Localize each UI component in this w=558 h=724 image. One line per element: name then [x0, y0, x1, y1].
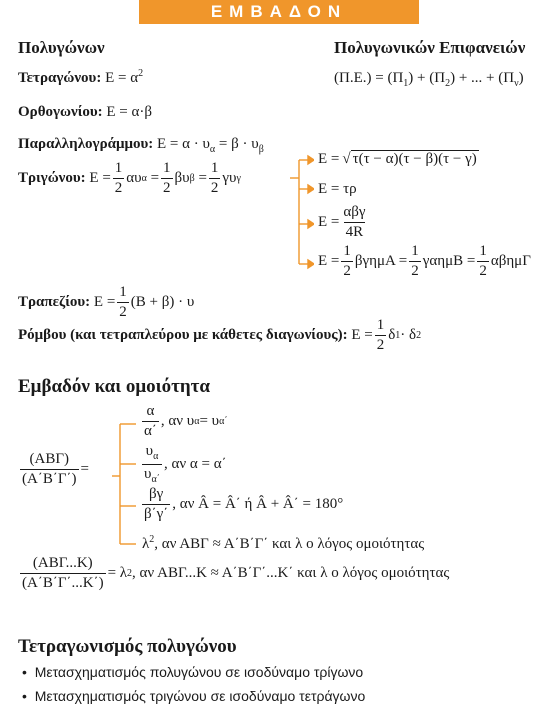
- similarity-heading: Εμβαδόν και ομοιότητα: [18, 376, 210, 397]
- tri-t1: αυ: [126, 169, 142, 186]
- incircle-formula: Ε = τρ: [318, 181, 357, 197]
- trap-post: (Β + β) · υ: [130, 293, 195, 310]
- para-s1: α: [209, 144, 216, 155]
- triangle-branch-connector: [290, 154, 314, 272]
- list-item: [22, 664, 363, 680]
- tri-t2: βυ: [174, 169, 190, 186]
- ratio-num: (ΑΒΓ): [29, 451, 69, 467]
- circum-frac: [341, 205, 367, 240]
- sine-num-1: 1: [343, 243, 351, 259]
- surfaces-heading: Πολυγωνικών Επιφανειών: [334, 38, 526, 57]
- tri-s2: β: [189, 172, 195, 184]
- list-item: [22, 688, 365, 704]
- rhomb-dot: · δ: [400, 326, 417, 343]
- rhomb-s2: 2: [416, 329, 422, 341]
- polygon-similarity: [18, 556, 449, 591]
- para-mid: = β · υ: [215, 136, 259, 152]
- similarity-case-3: [140, 487, 343, 522]
- square-exp: 2: [138, 68, 144, 79]
- surf-end: ): [518, 70, 524, 86]
- heron-radicand: τ(τ − α)(τ − β)(τ − γ): [352, 151, 477, 167]
- surf-mid2: ) + ... + (Π: [450, 70, 515, 86]
- sine-t3: αβημΓ: [490, 253, 531, 269]
- surf-s2: 2: [445, 78, 451, 89]
- similarity-branch-connector: [112, 410, 142, 552]
- surf-mid1: ) + (Π: [408, 70, 446, 86]
- c4-cond: , αν ΑΒΓ ≈ Α΄Β΄Γ΄ και λ ο λόγος ομοιότητας: [154, 536, 425, 552]
- c3-num: βγ: [149, 486, 164, 502]
- c2-num-s: α: [153, 451, 159, 462]
- sine-frac-2: [409, 244, 421, 279]
- similarity-case-4: [142, 534, 424, 553]
- circum-num: αβγ: [343, 204, 366, 220]
- ratio-frac: [20, 452, 79, 487]
- sine-den-3: 2: [479, 263, 487, 279]
- c1-frac: [142, 404, 159, 439]
- c3-frac: [142, 487, 170, 522]
- square-expr: Ε = α: [105, 70, 139, 86]
- similarity-case-1: [140, 404, 228, 439]
- similarity-ratio: [18, 452, 89, 487]
- poly-frac: [20, 556, 106, 591]
- c2-cond: , αν α = α΄: [164, 456, 227, 472]
- square-label: Τετραγώνου:: [18, 70, 102, 86]
- tri-den-3: 2: [210, 179, 219, 196]
- parallelogram-formula: [18, 136, 264, 155]
- rhomb-den: 2: [376, 336, 385, 353]
- rhomb-num: 1: [376, 316, 385, 333]
- c2-num: υ: [145, 443, 154, 459]
- tri-frac-2: [161, 161, 173, 196]
- surfaces-formula: [334, 70, 524, 89]
- sine-t1: βγημΑ =: [354, 253, 408, 269]
- sine-frac-3: [477, 244, 489, 279]
- ratio-eq: =: [80, 461, 89, 477]
- square-formula: [18, 68, 143, 87]
- poly-cond: , αν ΑΒΓ...Κ ≈ Α΄Β΄Γ΄...Κ΄ και λ ο λόγος ομοιότητας: [132, 565, 450, 581]
- surf-s3: ν: [514, 78, 519, 89]
- tri-den-2: 2: [163, 179, 171, 196]
- c2-num-wrap: [144, 444, 161, 464]
- heron-formula: [318, 150, 479, 168]
- circum-pre: Ε =: [318, 214, 340, 230]
- squaring-heading: Τετραγωνισμός πολυγώνου: [18, 636, 237, 657]
- trap-den: 2: [119, 303, 127, 320]
- rhomb-pre: Ε =: [351, 326, 373, 343]
- c1-s2: α΄: [219, 416, 228, 427]
- rhomb-s1: 1: [395, 329, 401, 341]
- tri-eq1: =: [150, 169, 160, 186]
- sine-den-1: 2: [343, 263, 351, 279]
- polygons-heading: Πολυγώνων: [18, 38, 105, 57]
- triangle-label: Τριγώνου:: [18, 169, 86, 186]
- c4-pre: λ: [142, 536, 150, 552]
- tri-s3: γ: [236, 172, 241, 184]
- trap-num: 1: [119, 283, 127, 300]
- list-item-text: Μετασχηματισμός πολυγώνου σε ισοδύναμο τρίγωνο: [34, 664, 364, 680]
- page-title-banner: ΕΜΒΑΔΟΝ: [139, 0, 419, 24]
- rectangle-expr: Ε = α·β: [106, 104, 152, 120]
- tri-num-1: 1: [114, 159, 123, 176]
- sine-pre: Ε =: [318, 253, 340, 269]
- circumradius-formula: [318, 205, 370, 240]
- sine-frac-1: [341, 244, 353, 279]
- c2-den-wrap: [142, 464, 162, 485]
- rhombus-formula: [18, 315, 421, 355]
- rhomb-frac: [375, 318, 387, 353]
- sqrt-icon: √: [342, 150, 351, 167]
- rhombus-label: Ρόμβου (και τετραπλεύρου με κάθετες διαγωνίους):: [18, 326, 348, 343]
- poly-num: (ΑΒΓ...Κ): [32, 555, 93, 571]
- poly-eq: = λ: [107, 565, 128, 581]
- tri-t3: γυ: [222, 169, 237, 186]
- rhomb-d: δ: [388, 326, 396, 343]
- sine-area-formula: [318, 244, 531, 279]
- c1-mid: = υ: [199, 413, 220, 429]
- tri-num-2: 1: [163, 159, 171, 176]
- sine-num-3: 1: [479, 243, 487, 259]
- bullet-icon: •: [22, 688, 27, 704]
- surf-s1: 1: [403, 78, 409, 89]
- ratio-den: (Α΄Β΄Γ΄): [22, 471, 77, 487]
- tri-pre: Ε =: [89, 169, 111, 186]
- sine-num-2: 1: [411, 243, 419, 259]
- sine-t2: γαημΒ =: [422, 253, 476, 269]
- bullet-icon: •: [22, 664, 27, 680]
- c3-den: β΄γ΄: [144, 506, 169, 522]
- c4-exp: 2: [149, 534, 155, 545]
- tri-frac-1: [113, 161, 125, 196]
- triangle-formula: [18, 158, 241, 198]
- tri-frac-3: [209, 161, 221, 196]
- circum-den: 4R: [345, 224, 364, 240]
- c2-frac: [142, 444, 162, 485]
- para-expr: Ε = α · υ: [157, 136, 210, 152]
- list-item-text: Μετασχηματισμός τριγώνου σε ισοδύναμο τετράγωνο: [34, 688, 366, 704]
- tri-eq2: =: [198, 169, 207, 186]
- c2-den: υ: [144, 466, 152, 482]
- rectangle-formula: [18, 104, 152, 121]
- para-s2: β: [258, 144, 264, 155]
- tri-den-1: 2: [114, 179, 123, 196]
- sine-den-2: 2: [411, 263, 419, 279]
- tri-num-3: 1: [210, 159, 219, 176]
- trapezoid-label: Τραπεζίου:: [18, 293, 91, 310]
- c3-cond: , αν Â = Â΄ ή Â + Â΄ = 180°: [172, 496, 344, 512]
- trap-pre: Ε =: [93, 293, 116, 310]
- c1-s1: α: [194, 416, 200, 427]
- c1-num: α: [146, 403, 155, 419]
- rectangle-label: Ορθογωνίου:: [18, 104, 103, 120]
- poly-den: (Α΄Β΄Γ΄...Κ΄): [22, 575, 104, 591]
- tri-s1: α: [141, 172, 147, 184]
- similarity-case-2: [140, 444, 227, 485]
- c1-den: α΄: [144, 423, 157, 439]
- c1-cond: , αν υ: [160, 413, 195, 429]
- c2-den-s: α΄: [151, 474, 161, 485]
- surf-pre: (Π.Ε.) = (Π: [334, 70, 404, 86]
- parallelogram-label: Παραλληλογράμμου:: [18, 136, 154, 152]
- heron-pre: Ε =: [318, 150, 340, 167]
- poly-exp: 2: [127, 568, 133, 579]
